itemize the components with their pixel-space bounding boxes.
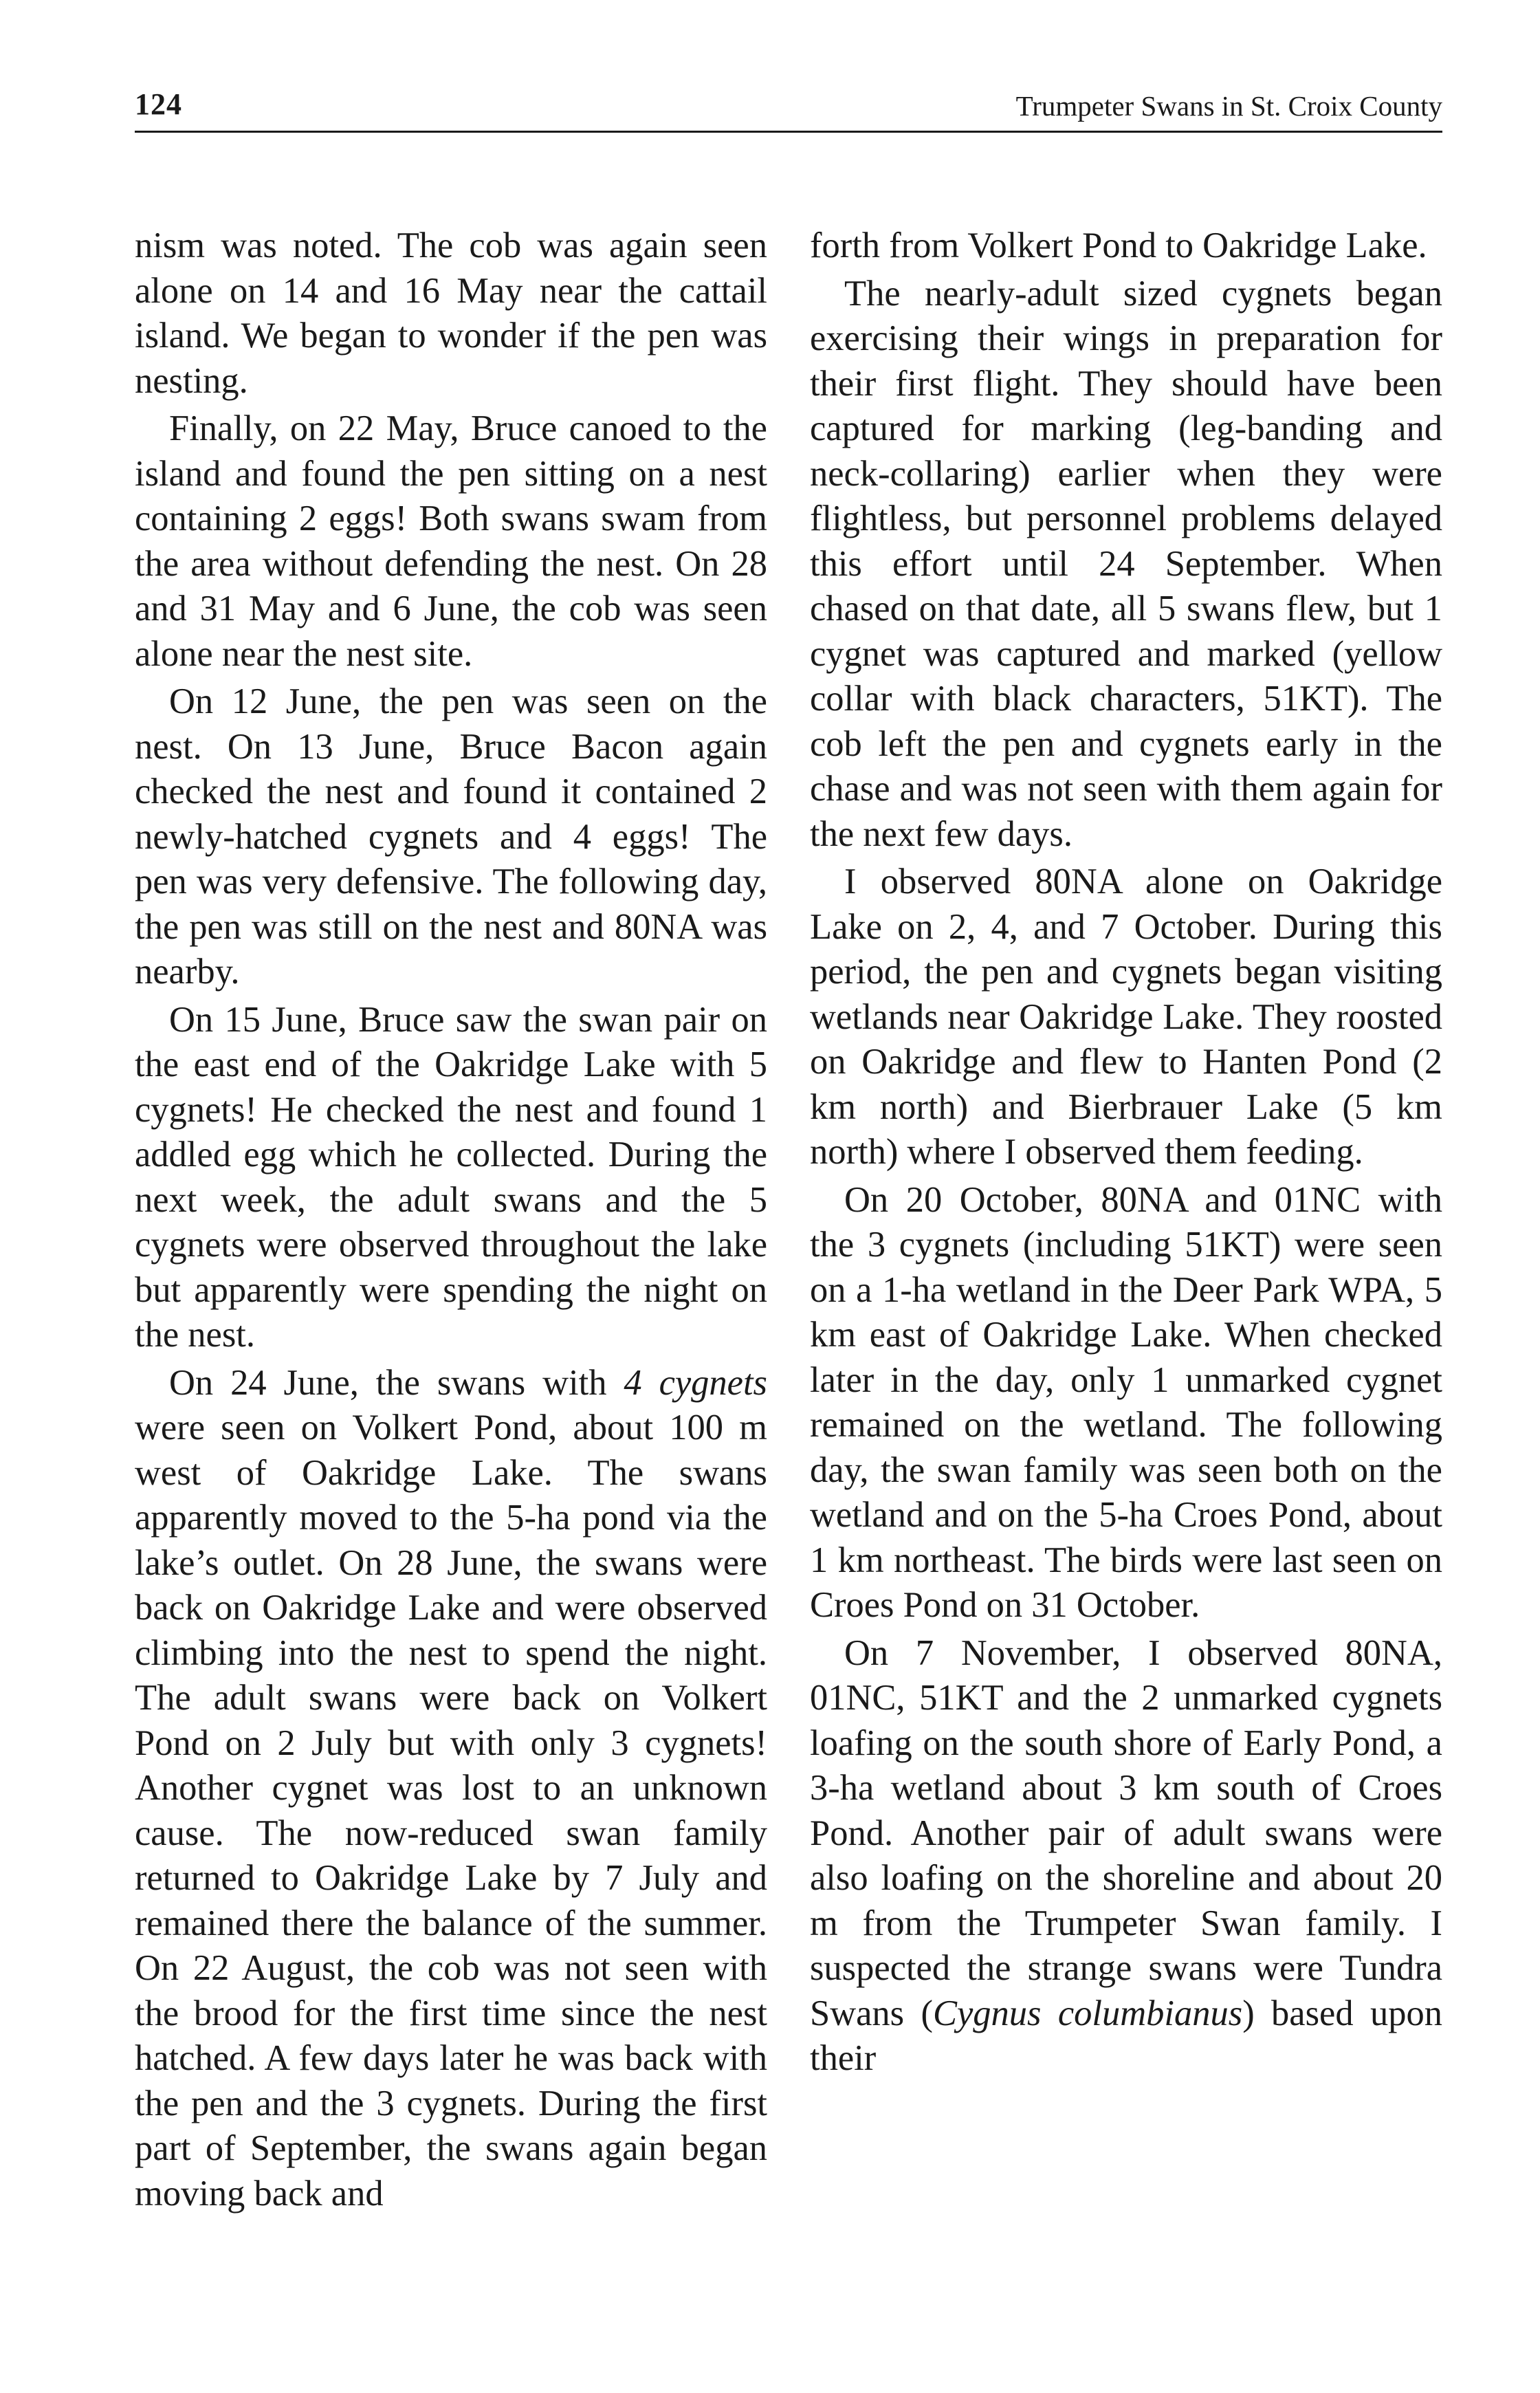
paragraph: On 12 June, the pen was seen on the nest. On 13 June, Bruce Bacon again checked the nest and found it contained 2 newly-hatched cygnets and 4 eggs! The pen was very defensive. The following day, the pen was still on the nest and 80NA was nearby. xyxy=(135,681,767,992)
text-run: On 7 November, I observed 80NA, 01NC, 51KT and the 2 unmarked cygnets loafing on the south shore of Early Pond, a 3-ha wetland about 3 km south of Croes Pond. Another pair of adult swans were also loafing on the shoreline and about 20 m from the Trumpeter Swan family. I suspected the strange swans were Tundra Swans ( xyxy=(810,1632,1442,2033)
paragraph: I observed 80NA alone on Oakridge Lake on 2, 4, and 7 October. During this period, the pen and cygnets began visiting wetlands near Oakridge Lake. They roosted on Oakridge and flew to Hanten Pond (2 km north) and Bierbrauer Lake (5 km north) where I observed them feeding. xyxy=(810,862,1442,1172)
paragraph: forth from Volkert Pond to Oakridge Lake. xyxy=(810,226,1427,265)
italic-text: Cygnus columbianus xyxy=(932,1993,1243,2033)
paragraph: nism was noted. The cob was again seen alone on 14 and 16 May near the cattail island. We began to wonder if the pen was nesting. xyxy=(135,226,767,401)
text-run: ) based upon their xyxy=(810,1993,1442,2078)
paragraph xyxy=(810,1631,1442,2081)
paragraph: On 20 October, 80NA and 01NC with the 3 cygnets (including 51KT) were seen on a 1-ha wetland in the Deer Park WPA, 5 km east of Oakridge Lake. When checked later in the day, only 1 unmarked cygnet remained on the wetland. The following day, the swan family was seen both on the wetland and on the 5-ha Croes Pond, about 1 km northeast. The birds were last seen on Croes Pond on 31 October. xyxy=(810,1179,1442,1625)
right-column xyxy=(810,223,1442,2081)
page-header xyxy=(135,83,1442,133)
paragraph xyxy=(135,1361,767,2217)
paragraph: Finally, on 22 May, Bruce canoed to the island and found the pen sitting on a nest containing 2 eggs! Both swans swam from the area without defending the nest. On 28 and 31 May and 6 June, the cob was seen alone near the nest site. xyxy=(135,408,767,674)
running-title: Trumpeter Swans in St. Croix County xyxy=(1015,90,1442,122)
paragraph: The nearly-adult sized cygnets began exercising their wings in preparation for their first flight. They should have been captured for marking (leg-banding and neck-collaring) earlier when they were flightless, but personnel problems delayed this effort until 24 September. When chased on that date, all 5 swans flew, but 1 cygnet was captured and marked (yellow collar with black characters, 51KT). The cob left the pen and cygnets early in the chase and was not seen with them again for the next few days. xyxy=(810,273,1442,854)
text-run: On 24 June, the swans with xyxy=(169,1362,624,1403)
text-run: were seen on Volkert Pond, about 100 m west of Oakridge Lake. The swans apparently moved to the 5-ha pond via the lake’s outlet. On 28 June, the swans were back on Oakridge Lake and were observed climbing into the nest to spend the night. The adult swans were back on Volkert Pond on 2 July but with only 3 cygnets! Another cygnet was lost to an unknown cause. The now-reduced swan family returned to Oakridge Lake by 7 July and remained there the balance of the summer. On 22 August, the cob was not seen with the brood for the first time since the nest hatched. A few days later he was back with the pen and the 3 cygnets. During the first part of September, the swans again began moving back and xyxy=(135,1408,767,2214)
paragraph: On 15 June, Bruce saw the swan pair on the east end of the Oakridge Lake with 5 cygnets! He checked the nest and found 1 addled egg which he collected. During the next week, the adult swans and the 5 cygnets were observed throughout the lake but apparently were spending the night on the nest. xyxy=(135,999,767,1355)
italic-text: 4 cygnets xyxy=(624,1362,767,1403)
page-number: 124 xyxy=(135,87,182,121)
left-column xyxy=(135,223,767,2216)
